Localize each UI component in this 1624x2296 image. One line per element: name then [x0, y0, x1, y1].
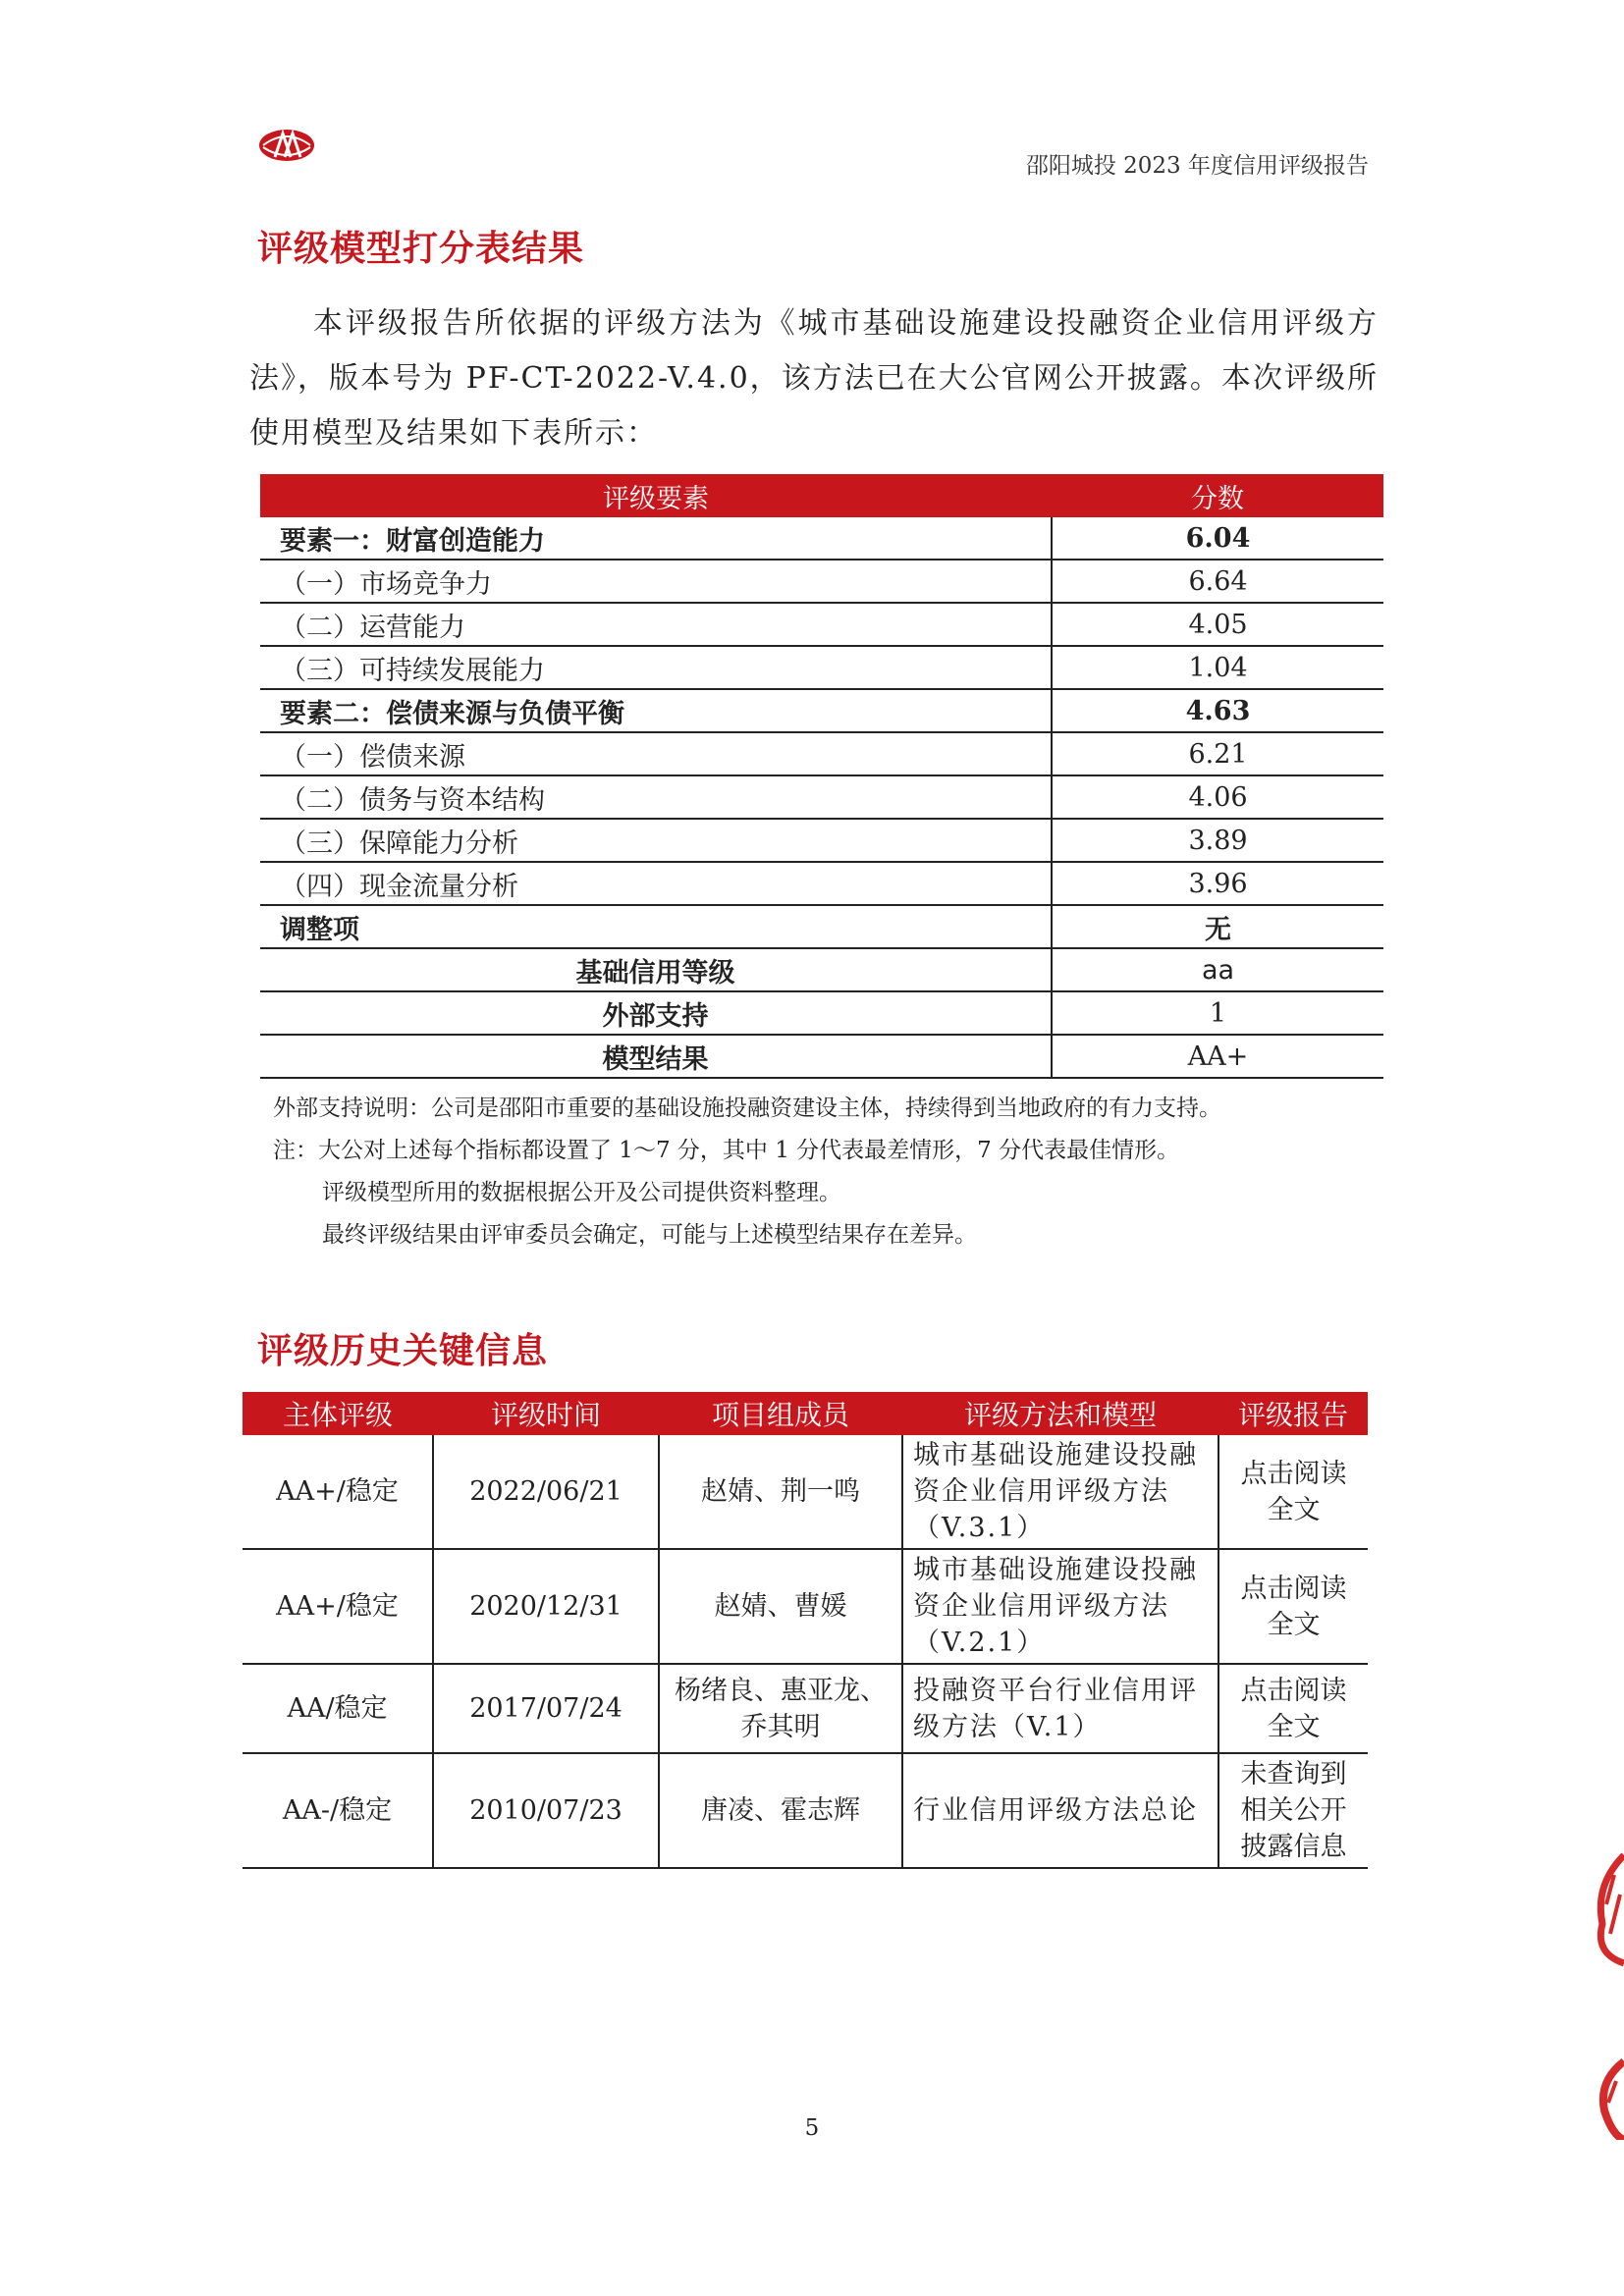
factor-name: 要素二：偿债来源与负债平衡 — [260, 689, 1052, 732]
date-cell: 2010/07/23 — [433, 1753, 659, 1868]
factor-score: 6.21 — [1052, 732, 1383, 775]
page-number: 5 — [804, 2115, 820, 2141]
members-cell: 赵婧、荆一鸣 — [659, 1435, 902, 1549]
date-cell: 2020/12/31 — [433, 1549, 659, 1664]
scoring-table — [260, 474, 1383, 1079]
factor-name: （四）现金流量分析 — [260, 862, 1052, 905]
method-cell: 城市基础设施建设投融资企业信用评级方法（V.3.1） — [902, 1435, 1218, 1549]
method-cell: 行业信用评级方法总论 — [902, 1753, 1218, 1868]
rating-cell: AA/稳定 — [243, 1664, 433, 1753]
report-header-title: 邵阳城投 2023 年度信用评级报告 — [1025, 153, 1369, 179]
method-cell: 城市基础设施建设投融资企业信用评级方法（V.2.1） — [902, 1549, 1218, 1664]
table-row — [260, 689, 1383, 732]
header-factor: 评级要素 — [260, 474, 1052, 517]
report-link[interactable]: 点击阅读全文 — [1218, 1549, 1368, 1664]
note-scale: 注：大公对上述每个指标都设置了 1～7 分，其中 1 分代表最差情形，7 分代表最佳情形。 — [273, 1138, 1180, 1163]
intro-text: 本评级报告所依据的评级方法为《城市基础设施建设投融资企业信用评级方法》，版本号为 PF-CT-2022-V.4.0，该方法已在大公官网公开披露。本次评级所使用模型及结果如下表所示： — [249, 306, 1379, 451]
table-row — [243, 1664, 1368, 1753]
rating-history-table — [243, 1392, 1368, 1869]
table-row — [260, 646, 1383, 689]
factor-score: AA+ — [1052, 1035, 1383, 1078]
method-cell: 投融资平台行业信用评级方法（V.1） — [902, 1664, 1218, 1753]
table-row — [260, 905, 1383, 948]
factor-name: 外部支持 — [260, 991, 1052, 1035]
report-link[interactable]: 点击阅读全文 — [1218, 1435, 1368, 1549]
factor-score: 3.89 — [1052, 819, 1383, 862]
factor-name: （三）保障能力分析 — [260, 819, 1052, 862]
rating-cell: AA-/稳定 — [243, 1753, 433, 1868]
header-method: 评级方法和模型 — [902, 1392, 1218, 1435]
factor-score: 1.04 — [1052, 646, 1383, 689]
factor-score: 4.63 — [1052, 689, 1383, 732]
factor-name: （二）债务与资本结构 — [260, 775, 1052, 819]
factor-score: 无 — [1052, 905, 1383, 948]
factor-score: 4.05 — [1052, 603, 1383, 646]
factor-score: 6.64 — [1052, 560, 1383, 603]
table-row — [260, 560, 1383, 603]
header-score: 分数 — [1052, 474, 1383, 517]
table-row — [260, 819, 1383, 862]
section-title-rating-history: 评级历史关键信息 — [257, 1331, 549, 1371]
table-header-row — [260, 474, 1383, 517]
factor-score: 3.96 — [1052, 862, 1383, 905]
table-row — [260, 775, 1383, 819]
table-notes — [273, 1088, 1221, 1256]
table-row — [260, 603, 1383, 646]
note-data-source: 评级模型所用的数据根据公开及公司提供资料整理。 — [322, 1180, 841, 1205]
table-row — [260, 862, 1383, 905]
factor-name: （一）市场竞争力 — [260, 560, 1052, 603]
report-link[interactable]: 点击阅读全文 — [1218, 1664, 1368, 1753]
date-cell: 2017/07/24 — [433, 1664, 659, 1753]
table-row — [260, 991, 1383, 1035]
factor-name: 基础信用等级 — [260, 948, 1052, 991]
note-external-support: 外部支持说明：公司是邵阳市重要的基础设施投融资建设主体，持续得到当地政府的有力支持。 — [273, 1095, 1221, 1121]
table-row — [243, 1435, 1368, 1549]
header-rating: 主体评级 — [243, 1392, 433, 1435]
header-members: 项目组成员 — [659, 1392, 902, 1435]
factor-score: 4.06 — [1052, 775, 1383, 819]
factor-name: 模型结果 — [260, 1035, 1052, 1078]
date-cell: 2022/06/21 — [433, 1435, 659, 1549]
header-date: 评级时间 — [433, 1392, 659, 1435]
table-row — [260, 1035, 1383, 1078]
header-report: 评级报告 — [1218, 1392, 1368, 1435]
dagong-logo-icon — [257, 126, 316, 165]
factor-name: （二）运营能力 — [260, 603, 1052, 646]
factor-score: 6.04 — [1052, 517, 1383, 560]
table-row — [260, 732, 1383, 775]
members-cell: 赵婧、曹媛 — [659, 1549, 902, 1664]
members-cell: 唐凌、霍志辉 — [659, 1753, 902, 1868]
members-cell: 杨绪良、惠亚龙、乔其明 — [659, 1664, 902, 1753]
factor-name: 要素一：财富创造能力 — [260, 517, 1052, 560]
table-row — [243, 1753, 1368, 1868]
factor-name: （三）可持续发展能力 — [260, 646, 1052, 689]
intro-paragraph — [249, 296, 1379, 461]
table-header-row — [243, 1392, 1368, 1435]
table-row — [260, 517, 1383, 560]
factor-name: 调整项 — [260, 905, 1052, 948]
factor-name: （一）偿债来源 — [260, 732, 1052, 775]
factor-score: aa — [1052, 948, 1383, 991]
section-title-scoring-model: 评级模型打分表结果 — [257, 229, 585, 269]
rating-cell: AA+/稳定 — [243, 1549, 433, 1664]
report-status-cell: 未查询到相关公开披露信息 — [1218, 1753, 1368, 1868]
seal-stamp-icon — [1585, 1845, 1624, 2140]
table-row — [243, 1549, 1368, 1664]
table-row — [260, 948, 1383, 991]
factor-score: 1 — [1052, 991, 1383, 1035]
note-final-result: 最终评级结果由评审委员会确定，可能与上述模型结果存在差异。 — [322, 1222, 977, 1248]
rating-cell: AA+/稳定 — [243, 1435, 433, 1549]
